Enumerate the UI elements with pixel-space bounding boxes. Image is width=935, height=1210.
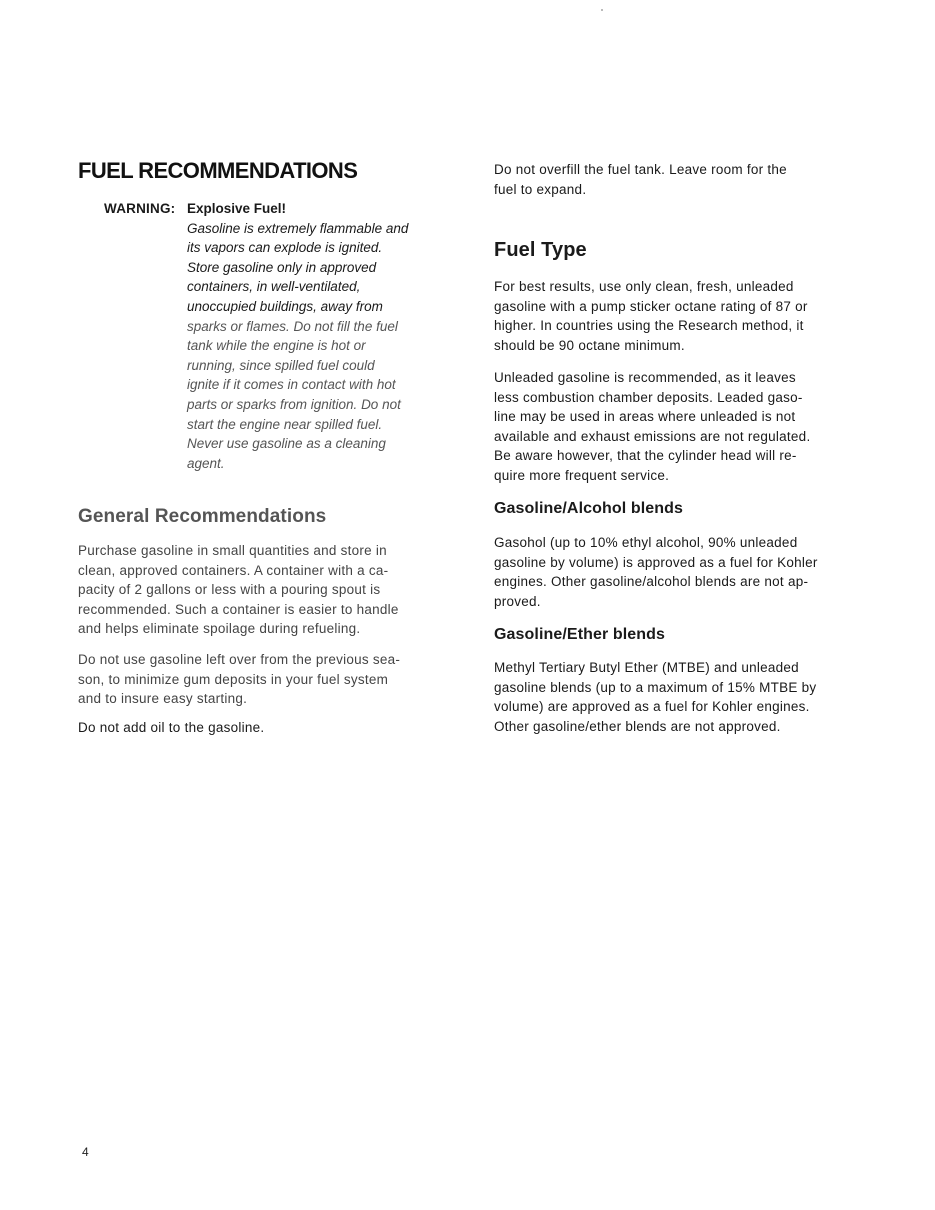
text-line: available and exhaust emissions are not regulated.	[494, 428, 811, 444]
fuel-type-paragraph-2	[494, 368, 810, 486]
fuel-type-heading: Fuel Type	[494, 239, 587, 261]
text-line: higher. In countries using the Research method, it	[494, 318, 804, 334]
text-line: pacity of 2 gallons or less with a pouring spout is	[78, 582, 381, 598]
alcohol-blends-paragraph	[494, 533, 818, 611]
text-line: gasoline by volume) is approved as a fuel for Kohler	[494, 554, 818, 570]
warning-header	[104, 199, 484, 219]
warning-heading: Explosive Fuel!	[187, 201, 287, 216]
text-line: Do not use gasoline left over from the previous sea-	[78, 652, 401, 667]
warning-line: Store gasoline only in approved	[187, 259, 377, 275]
page-number: 4	[82, 1145, 89, 1159]
text-line: volume) are approved as a fuel for Kohler engines.	[494, 699, 810, 715]
ether-blends-heading: Gasoline/Ether blends	[494, 626, 666, 643]
fuel-type-paragraph-1	[494, 277, 808, 355]
page-title: FUEL RECOMMENDATIONS	[78, 158, 358, 183]
warning-text	[187, 219, 462, 474]
text-line: Purchase gasoline in small quantities and store in	[78, 543, 387, 558]
text-line: should be 90 octane minimum.	[494, 337, 685, 353]
warning-line: its vapors can explode is ignited.	[187, 240, 383, 256]
text-line: Other gasoline/ether blends are not approved.	[494, 718, 781, 734]
alcohol-blends-heading: Gasoline/Alcohol blends	[494, 500, 683, 517]
warning-line: unoccupied buildings, away from	[187, 298, 383, 314]
text-line: For best results, use only clean, fresh, unleaded	[494, 279, 794, 294]
ether-blends-paragraph	[494, 658, 816, 736]
text-line: proved.	[494, 593, 541, 609]
general-paragraph-2	[78, 650, 400, 709]
text-line: Do not overfill the fuel tank. Leave room for the	[494, 162, 787, 177]
warning-line: running, since spilled fuel could	[187, 357, 375, 373]
warning-line: sparks or flames. Do not fill the fuel	[187, 318, 398, 334]
text-line: engines. Other gasoline/alcohol blends are not ap-	[494, 574, 809, 590]
text-line: less combustion chamber deposits. Leaded gaso-	[494, 389, 803, 405]
overfill-paragraph	[494, 160, 787, 199]
text-line: and helps eliminate spoilage during refueling.	[78, 621, 361, 637]
text-line: Unleaded gasoline is recommended, as it leaves	[494, 370, 796, 385]
text-line: recommended. Such a container is easier to handle	[78, 601, 399, 617]
text-line: clean, approved containers. A container with a ca-	[78, 562, 389, 578]
warning-line: ignite if it comes in contact with hot	[187, 377, 396, 393]
text-line: and to insure easy starting.	[78, 691, 248, 707]
text-line: gasoline blends (up to a maximum of 15% MTBE by	[494, 679, 817, 695]
text-line: gasoline with a pump sticker octane rating of 87 or	[494, 298, 808, 314]
text-line: quire more frequent service.	[494, 467, 670, 483]
text-line: fuel to expand.	[494, 181, 587, 197]
scan-speck	[601, 9, 603, 11]
warning-line: containers, in well-ventilated,	[187, 279, 361, 295]
text-line: Gasohol (up to 10% ethyl alcohol, 90% unleaded	[494, 535, 798, 550]
warning-line: agent.	[187, 455, 225, 471]
general-paragraph-1	[78, 541, 399, 639]
warning-line: Gasoline is extremely flammable and	[187, 220, 409, 236]
warning-line: start the engine near spilled fuel.	[187, 416, 383, 432]
warning-line: parts or sparks from ignition. Do not	[187, 396, 401, 412]
text-line: line may be used in areas where unleaded is not	[494, 409, 796, 425]
general-recommendations-heading: General Recommendations	[78, 506, 327, 527]
text-line: Be aware however, that the cylinder head will re-	[494, 448, 797, 464]
text-line: Do not add oil to the gasoline.	[78, 720, 265, 735]
warning-line: tank while the engine is hot or	[187, 338, 366, 354]
warning-label: WARNING:	[104, 201, 176, 216]
warning-line: Never use gasoline as a cleaning	[187, 436, 386, 452]
general-paragraph-3	[78, 718, 264, 738]
warning-block	[104, 199, 484, 473]
text-line: son, to minimize gum deposits in your fuel system	[78, 671, 389, 687]
text-line: Methyl Tertiary Butyl Ether (MTBE) and unleaded	[494, 660, 799, 675]
